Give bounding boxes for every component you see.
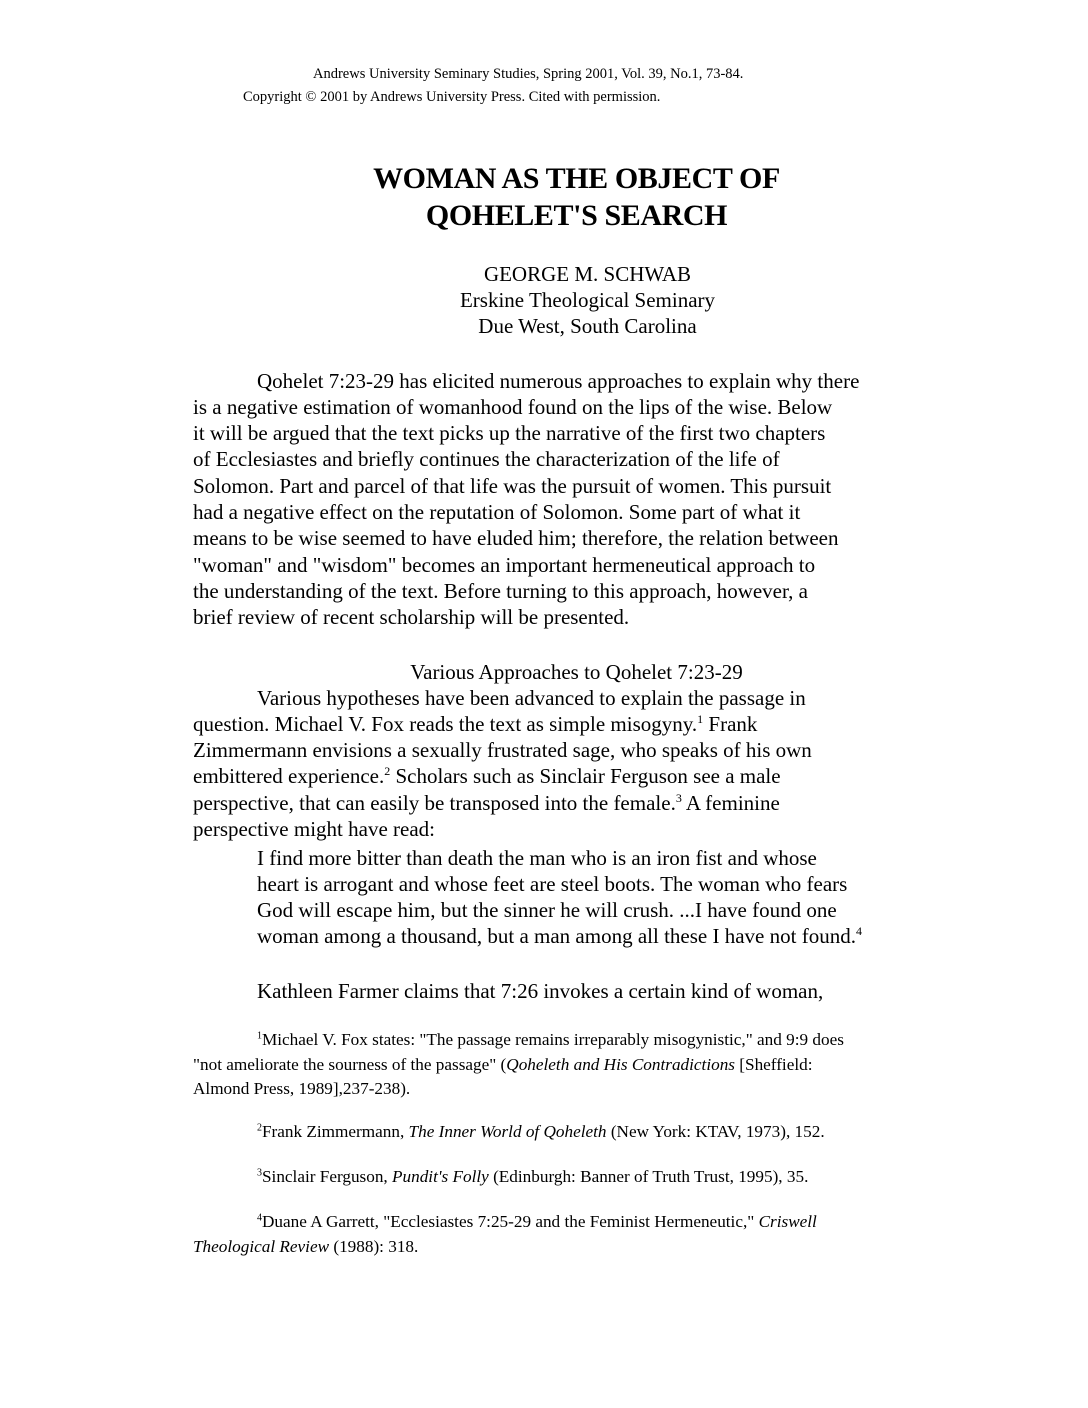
author-name: GEORGE M. SCHWAB (483, 262, 692, 286)
footnote-ref-2: 2 (384, 764, 391, 778)
block-quote-line: heart is arrogant and whose feet are steel boots. The woman who fears (257, 872, 848, 896)
section-line: embittered experience.$^2$ Scholars such as Sinclair Ferguson see a male (193, 764, 781, 788)
footnote-4-line-2: Theological Review (1988): 318. (193, 1237, 419, 1256)
footnote-1-line-3: Almond Press, 1989],237-238). (193, 1079, 411, 1098)
author-institution: Erskine Theological Seminary (459, 288, 716, 312)
abstract-line: the understanding of the text. Before turning to this approach, however, a (193, 579, 808, 603)
abstract-line: "woman" and "wisdom" becomes an important hermeneutical approach to (193, 553, 816, 577)
block-quote-line: woman among a thousand, but a man among all these I have not found.$^4$ (257, 924, 862, 948)
article-title-line-1: WOMAN AS THE OBJECT OF (373, 162, 780, 195)
section-line: Zimmermann envisions a sexually frustrated sage, who speaks of his own (193, 738, 812, 762)
block-quote-line: I find more bitter than death the man who is an iron fist and whose (257, 846, 817, 870)
abstract-line: is a negative estimation of womanhood found on the lips of the wise. Below (193, 395, 833, 419)
footnote-3: $^3$Sinclair Ferguson, Pundit's Folly (Edinburgh: Banner of Truth Trust, 1995), 35. (257, 1167, 809, 1186)
abstract-line: it will be argued that the text picks up the narrative of the first two chapters (193, 421, 826, 445)
footnote-2: $^2$Frank Zimmermann, The Inner World of Qoheleth (New York: KTAV, 1973), 152. (257, 1122, 825, 1141)
abstract-line: Solomon. Part and parcel of that life was the pursuit of women. This pursuit (193, 474, 832, 498)
footnote-1-line-2: "not ameliorate the sourness of the passage" (Qoheleth and His Contradictions [Sheffield: (193, 1055, 813, 1074)
continuation-line: Kathleen Farmer claims that 7:26 invokes a certain kind of woman, (257, 979, 824, 1003)
section-line: perspective, that can easily be transposed into the female.$^3$ A feminine (193, 791, 780, 815)
footnote-4: $^4$Duane A Garrett, "Ecclesiastes 7:25-29 and the Feminist Hermeneutic," Criswell (257, 1212, 817, 1231)
abstract-line: had a negative effect on the reputation of Solomon. Some part of what it (193, 500, 801, 524)
footnote-ref-4: 4 (855, 924, 862, 938)
author-location: Due West, South Carolina (478, 314, 697, 338)
section-line: Various hypotheses have been advanced to explain the passage in (257, 686, 806, 710)
footnote-ref-1: 1 (697, 712, 704, 726)
section-heading: Various Approaches to Qohelet 7:23-29 (410, 660, 743, 684)
article-title-line-2: QOHELET'S SEARCH (425, 199, 728, 232)
footnote-1: $^1$Michael V. Fox states: "The passage remains irreparably misogynistic," and 9:9 does (257, 1030, 844, 1049)
section-line: question. Michael V. Fox reads the text as simple misogyny.$^1$ Frank (193, 712, 758, 736)
abstract-line: means to be wise seemed to have eluded him; therefore, the relation between (193, 526, 839, 550)
footnote-ref-3: 3 (675, 791, 682, 805)
section-line: perspective might have read: (193, 817, 435, 841)
block-quote-line: God will escape him, but the sinner he will crush. ...I have found one (257, 898, 837, 922)
abstract-line: of Ecclesiastes and briefly continues the characterization of the life of (193, 447, 780, 471)
copyright-notice: Copyright © 2001 by Andrews University Press. Cited with permission. (243, 89, 661, 105)
abstract-line: brief review of recent scholarship will be presented. (193, 605, 630, 629)
journal-citation: Andrews University Seminary Studies, Spring 2001, Vol. 39, No.1, 73-84. (313, 66, 744, 82)
abstract-line: Qohelet 7:23-29 has elicited numerous approaches to explain why there (257, 369, 860, 393)
